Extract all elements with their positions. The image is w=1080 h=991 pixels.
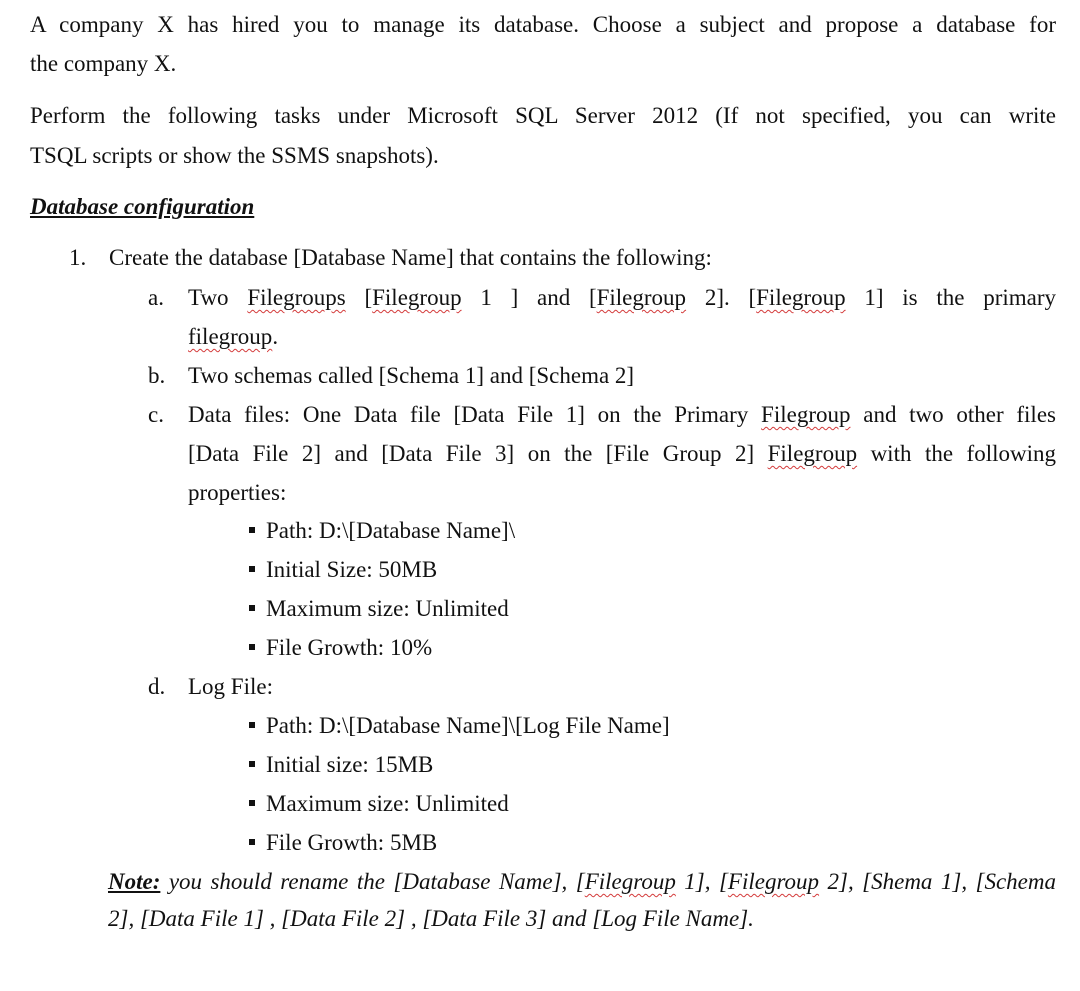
item-a-marker: a. — [148, 285, 164, 310]
data-file-initial-size: Initial Size: 50MB — [266, 557, 438, 582]
perform-line-2: TSQL scripts or show the SSMS snapshots). — [30, 143, 439, 168]
intro-line-1: A company X has hired you to manage its database. Choose a subject and propose a database for — [30, 12, 1056, 37]
item-c-line-3: properties: — [188, 480, 287, 505]
data-file-max-size: Maximum size: Unlimited — [266, 596, 509, 621]
spellcheck-word: Filegroup — [584, 869, 676, 894]
data-file-growth: File Growth: 10% — [266, 635, 433, 660]
spellcheck-word: Filegroup — [756, 285, 846, 310]
bullet-square-icon — [249, 800, 255, 806]
log-file-growth: File Growth: 5MB — [266, 830, 438, 855]
spellcheck-word: Filegroup — [767, 441, 858, 466]
item-d-text: Log File: — [188, 674, 273, 699]
spellcheck-word: filegroup — [188, 324, 273, 349]
spellcheck-word: Filegroup — [372, 285, 462, 310]
item-b-marker: b. — [148, 363, 166, 388]
item-c-marker: c. — [148, 402, 164, 427]
bullet-square-icon — [249, 761, 255, 767]
bullet-square-icon — [249, 839, 255, 845]
spellcheck-word: Filegroups — [247, 285, 346, 310]
bullet-square-icon — [249, 527, 255, 533]
item-d-marker: d. — [148, 674, 166, 699]
bullet-square-icon — [249, 566, 255, 572]
spellcheck-word: Filegroup — [596, 285, 687, 310]
note-line-2: 2], [Data File 1] , [Data File 2] , [Data File 3] and [Log File Name]. — [108, 906, 754, 931]
task-number: 1. — [69, 245, 87, 270]
log-file-initial-size: Initial size: 15MB — [266, 752, 434, 777]
data-file-path: Path: D:\[Database Name]\ — [266, 518, 516, 543]
item-c-line-2: [Data File 2] and [Data File 3] on the [File Group 2] Filegroup with the following — [188, 441, 1056, 466]
item-c-line-1: Data files: One Data file [Data File 1] on the Primary Filegroup and two other files — [188, 402, 1056, 427]
bullet-square-icon — [249, 722, 255, 728]
perform-line-1: Perform the following tasks under Microsoft SQL Server 2012 (If not specified, you can write — [30, 103, 1056, 128]
spellcheck-word: Filegroup — [727, 869, 820, 894]
spellcheck-word: Filegroup — [761, 402, 851, 427]
note-line-1: Note: you should rename the [Database Name], [Filegroup 1], [Filegroup 2], [Shema 1], [Schema — [108, 869, 1057, 894]
intro-line-2: the company X. — [30, 51, 177, 76]
task-text: Create the database [Database Name] that contains the following: — [109, 245, 712, 270]
item-a-line-1: Two Filegroups [Filegroup 1 ] and [Filegroup 2]. [Filegroup 1] is the primary — [188, 285, 1056, 310]
log-file-max-size: Maximum size: Unlimited — [266, 791, 509, 816]
bullet-square-icon — [249, 605, 255, 611]
item-a-line-2: filegroup. — [188, 324, 279, 349]
bullet-square-icon — [249, 644, 255, 650]
log-file-path: Path: D:\[Database Name]\[Log File Name] — [266, 713, 670, 738]
note-label: Note: — [108, 869, 161, 894]
section-heading: Database configuration — [30, 194, 255, 219]
item-b-text: Two schemas called [Schema 1] and [Schema 2] — [188, 363, 635, 388]
